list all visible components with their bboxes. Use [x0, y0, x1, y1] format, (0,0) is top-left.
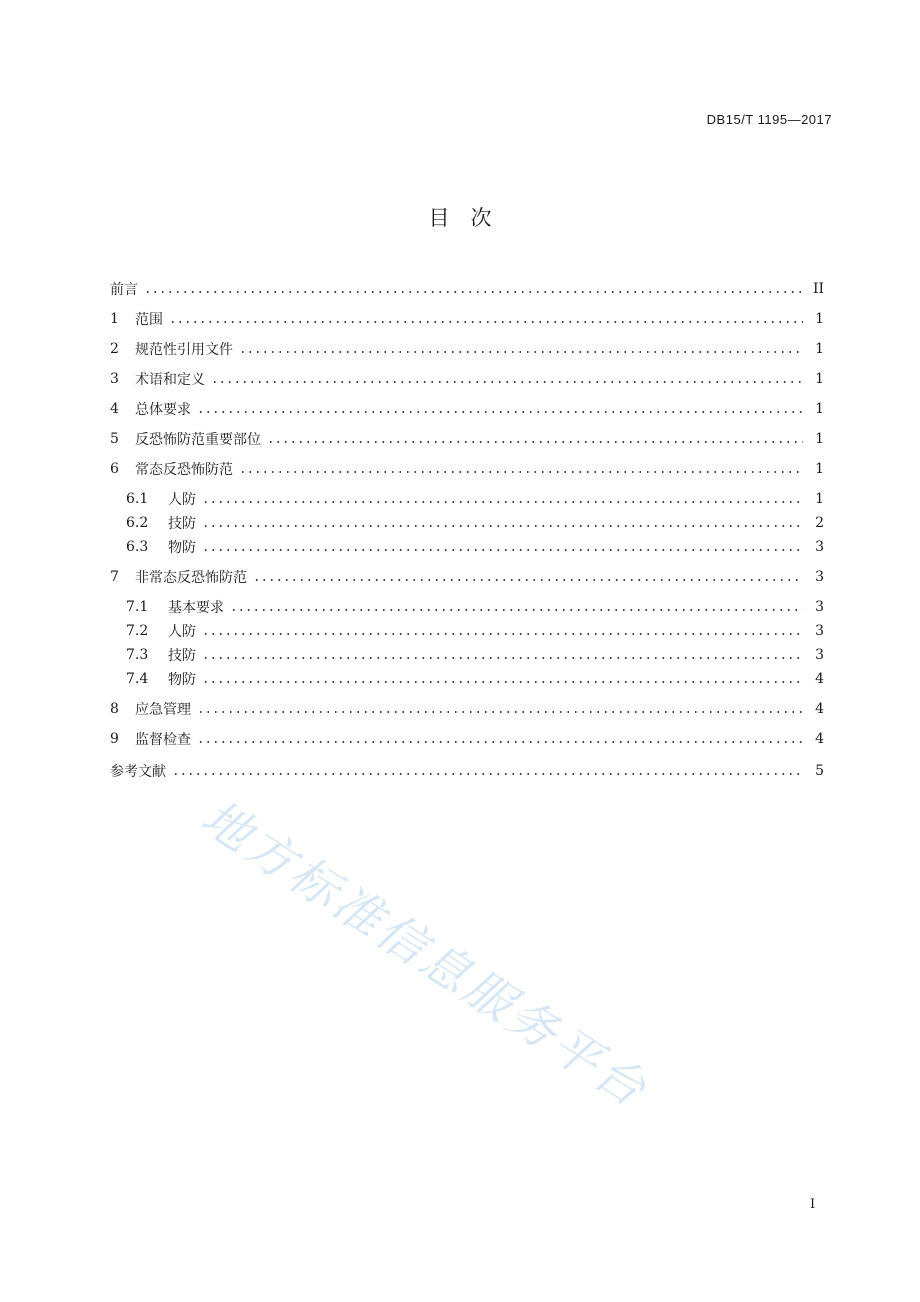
toc-dot-leader: [172, 773, 803, 775]
toc-dot-leader: [239, 471, 803, 473]
toc-entry-6-1[interactable]: [126, 489, 824, 509]
toc-entry-number: 4: [110, 401, 119, 417]
toc-entry-label: 物防: [168, 540, 196, 556]
toc-entry-number: 7.4: [126, 671, 149, 687]
toc-dot-leader: [202, 681, 803, 683]
toc-entry-page: II: [812, 281, 824, 297]
toc-entry-8[interactable]: [110, 699, 824, 719]
toc-dot-leader: [197, 741, 803, 743]
toc-entry-number: 7.2: [126, 623, 149, 639]
toc-dot-leader: [230, 609, 803, 611]
toc-entry-page: 1: [815, 431, 824, 447]
toc-entry-references[interactable]: [110, 761, 824, 781]
toc-entry-number: 3: [110, 371, 119, 387]
toc-entry-label: 反恐怖防范重要部位: [135, 432, 261, 448]
toc-entry-6[interactable]: [110, 459, 824, 479]
toc-entry-page: 2: [815, 515, 824, 531]
toc-entry-page: 1: [815, 401, 824, 417]
toc-entry-6-2[interactable]: [126, 513, 824, 533]
page-number: I: [810, 1197, 816, 1212]
toc-entry-page: 3: [815, 623, 824, 639]
toc-entry-number: 8: [110, 701, 119, 717]
toc-title: 目 次: [428, 206, 492, 230]
toc-entry-label: 人防: [168, 492, 196, 508]
toc-entry-label: 常态反恐怖防范: [135, 462, 233, 478]
toc-entry-page: 3: [815, 599, 824, 615]
toc-entry-page: 3: [815, 539, 824, 555]
toc-entry-number: 7.3: [126, 647, 149, 663]
toc-entry-label: 物防: [168, 672, 196, 688]
toc-entry-7-1[interactable]: [126, 597, 824, 617]
toc-entry-7[interactable]: [110, 567, 824, 587]
toc-entry-label: 前言: [110, 282, 138, 298]
toc-entry-number: 6.2: [126, 515, 149, 531]
toc-entry-page: 1: [815, 491, 824, 507]
toc-entry-label: 范围: [135, 312, 163, 328]
toc-entry-label: 总体要求: [135, 402, 191, 418]
toc-entry-label: 术语和定义: [135, 372, 205, 388]
watermark-text: 地方标准信息服务平台: [191, 789, 659, 1120]
toc-entry-7-4[interactable]: [126, 669, 824, 689]
toc-entry-7-3[interactable]: [126, 645, 824, 665]
toc-entry-page: 3: [815, 569, 824, 585]
toc-entry-label: 非常态反恐怖防范: [135, 570, 247, 586]
toc-entry-1[interactable]: [110, 309, 824, 329]
toc-dot-leader: [202, 633, 803, 635]
document-code: DB15/T 1195—2017: [706, 112, 832, 127]
toc-dot-leader: [267, 441, 803, 443]
toc-entry-label: 人防: [168, 624, 196, 640]
toc-entry-page: 5: [815, 763, 824, 779]
toc-entry-label: 技防: [168, 516, 196, 532]
toc-entry-label: 监督检查: [135, 732, 191, 748]
toc-entry-6-3[interactable]: [126, 537, 824, 557]
toc-dot-leader: [202, 549, 803, 551]
toc-dot-leader: [197, 711, 803, 713]
toc-entry-label: 应急管理: [135, 702, 191, 718]
toc-entry-9[interactable]: [110, 729, 824, 749]
toc-entry-number: 6.1: [126, 491, 149, 507]
toc-entry-5[interactable]: [110, 429, 824, 449]
toc-entry-page: 4: [815, 731, 824, 747]
toc-entry-number: 9: [110, 731, 119, 747]
toc-entry-number: 7: [110, 569, 119, 585]
toc-entry-number: 2: [110, 341, 119, 357]
toc-entry-page: 3: [815, 647, 824, 663]
toc-dot-leader: [144, 291, 801, 293]
toc-entry-label: 技防: [168, 648, 196, 664]
toc-dot-leader: [253, 579, 803, 581]
toc-dot-leader: [211, 381, 803, 383]
toc-dot-leader: [202, 525, 803, 527]
toc-entry-label: 基本要求: [168, 600, 224, 616]
toc-entry-label: 规范性引用文件: [135, 342, 233, 358]
toc-dot-leader: [202, 501, 803, 503]
toc-entry-number: 5: [110, 431, 119, 447]
toc-entry-page: 1: [815, 461, 824, 477]
toc-entry-foreword[interactable]: [110, 279, 824, 299]
toc-entry-3[interactable]: [110, 369, 824, 389]
toc-entry-2[interactable]: [110, 339, 824, 359]
toc-entry-7-2[interactable]: [126, 621, 824, 641]
toc-dot-leader: [197, 411, 803, 413]
toc-entry-label: 参考文献: [110, 764, 166, 780]
toc-entry-page: 4: [815, 701, 824, 717]
toc-dot-leader: [169, 321, 803, 323]
toc-entry-number: 1: [110, 311, 119, 327]
toc-entry-page: 1: [815, 371, 824, 387]
toc-dot-leader: [202, 657, 803, 659]
toc-entry-page: 4: [815, 671, 824, 687]
toc-entry-number: 6.3: [126, 539, 149, 555]
toc-entry-number: 7.1: [126, 599, 149, 615]
toc-entry-number: 6: [110, 461, 119, 477]
toc-dot-leader: [239, 351, 803, 353]
toc-entry-4[interactable]: [110, 399, 824, 419]
toc-entry-page: 1: [815, 311, 824, 327]
toc-entry-page: 1: [815, 341, 824, 357]
